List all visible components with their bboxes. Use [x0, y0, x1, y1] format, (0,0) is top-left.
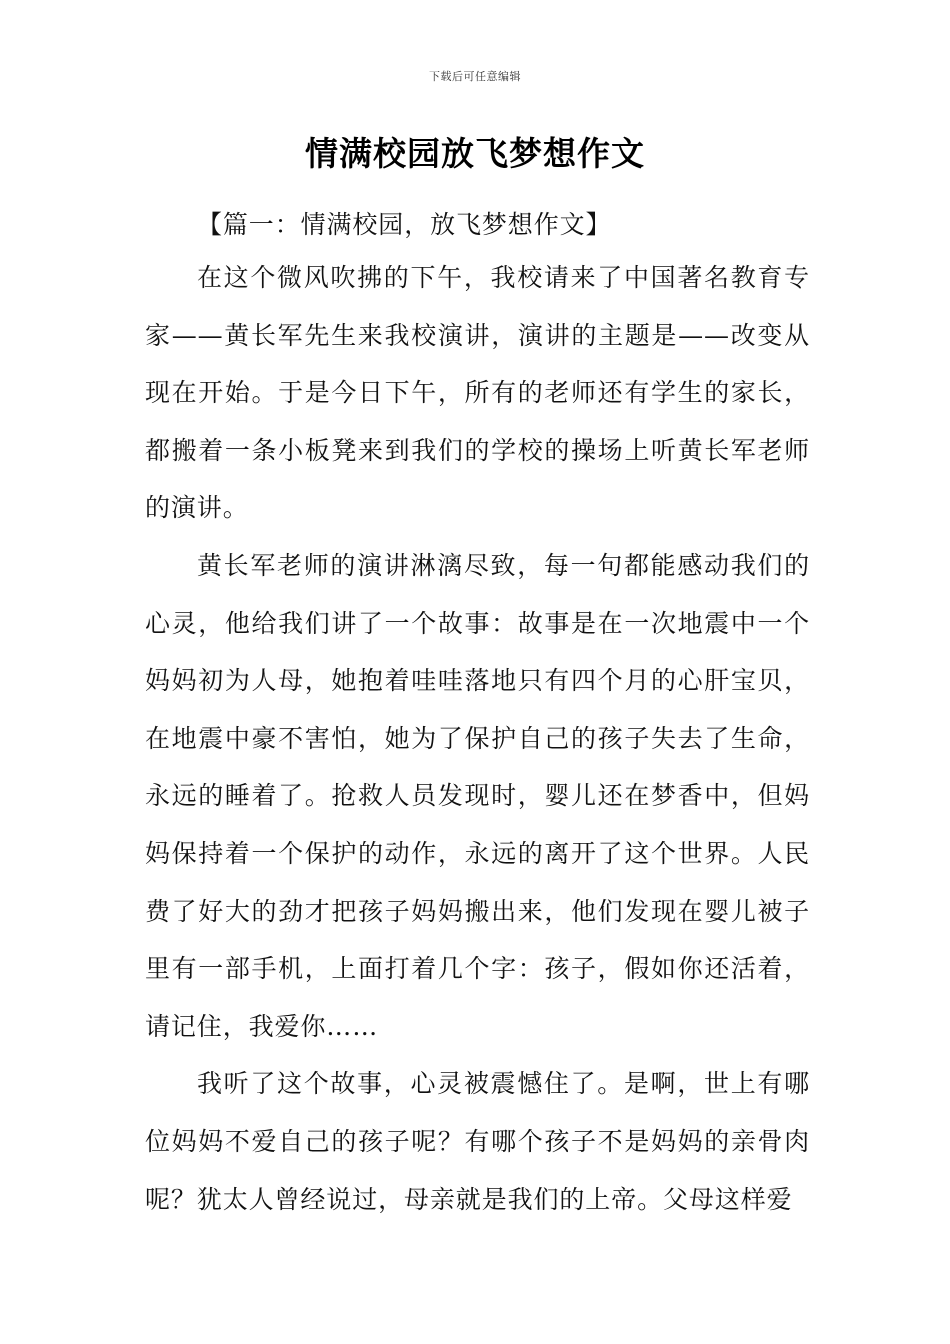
paragraph-3: 我听了这个故事，心灵被震憾住了。是啊，世上有哪位妈妈不爱自己的孩子呢？有哪个孩子不是妈妈的亲骨肉呢？犹太人曾经说过，母亲就是我们的上帝。父母这样爱: [145, 1069, 810, 1214]
section-heading: 【篇一：情满校园，放飞梦想作文】: [197, 210, 612, 239]
header-note: 下载后可任意编辑: [429, 70, 521, 83]
document-title: 情满校园放飞梦想作文: [305, 134, 645, 173]
paragraph-2: 黄长军老师的演讲淋漓尽致，每一句都能感动我们的心灵，他给我们讲了一个故事：故事是在一次地震中一个妈妈初为人母，她抱着哇哇落地只有四个月的心肝宝贝，在地震中豪不害怕，她为了保护自己的孩子失去了生命，永远的睡着了。抢救人员发现时，婴儿还在梦香中，但妈妈保持着一个保护的动作，永远的离开了这个世界。人民费了好大的劲才把孩子妈妈搬出来，他们发现在婴儿被子里有一部手机，上面打着几个字：孩子，假如你还活着，请记住，我爱你……: [145, 550, 810, 1041]
paragraph-1: 在这个微风吹拂的下午，我校请来了中国著名教育专家——黄长军先生来我校演讲，演讲的主题是——改变从现在开始。于是今日下午，所有的老师还有学生的家长，都搬着一条小板凳来到我们的学校的操场上听黄长军老师的演讲。: [145, 263, 810, 523]
document-body: [145, 200, 810, 1228]
